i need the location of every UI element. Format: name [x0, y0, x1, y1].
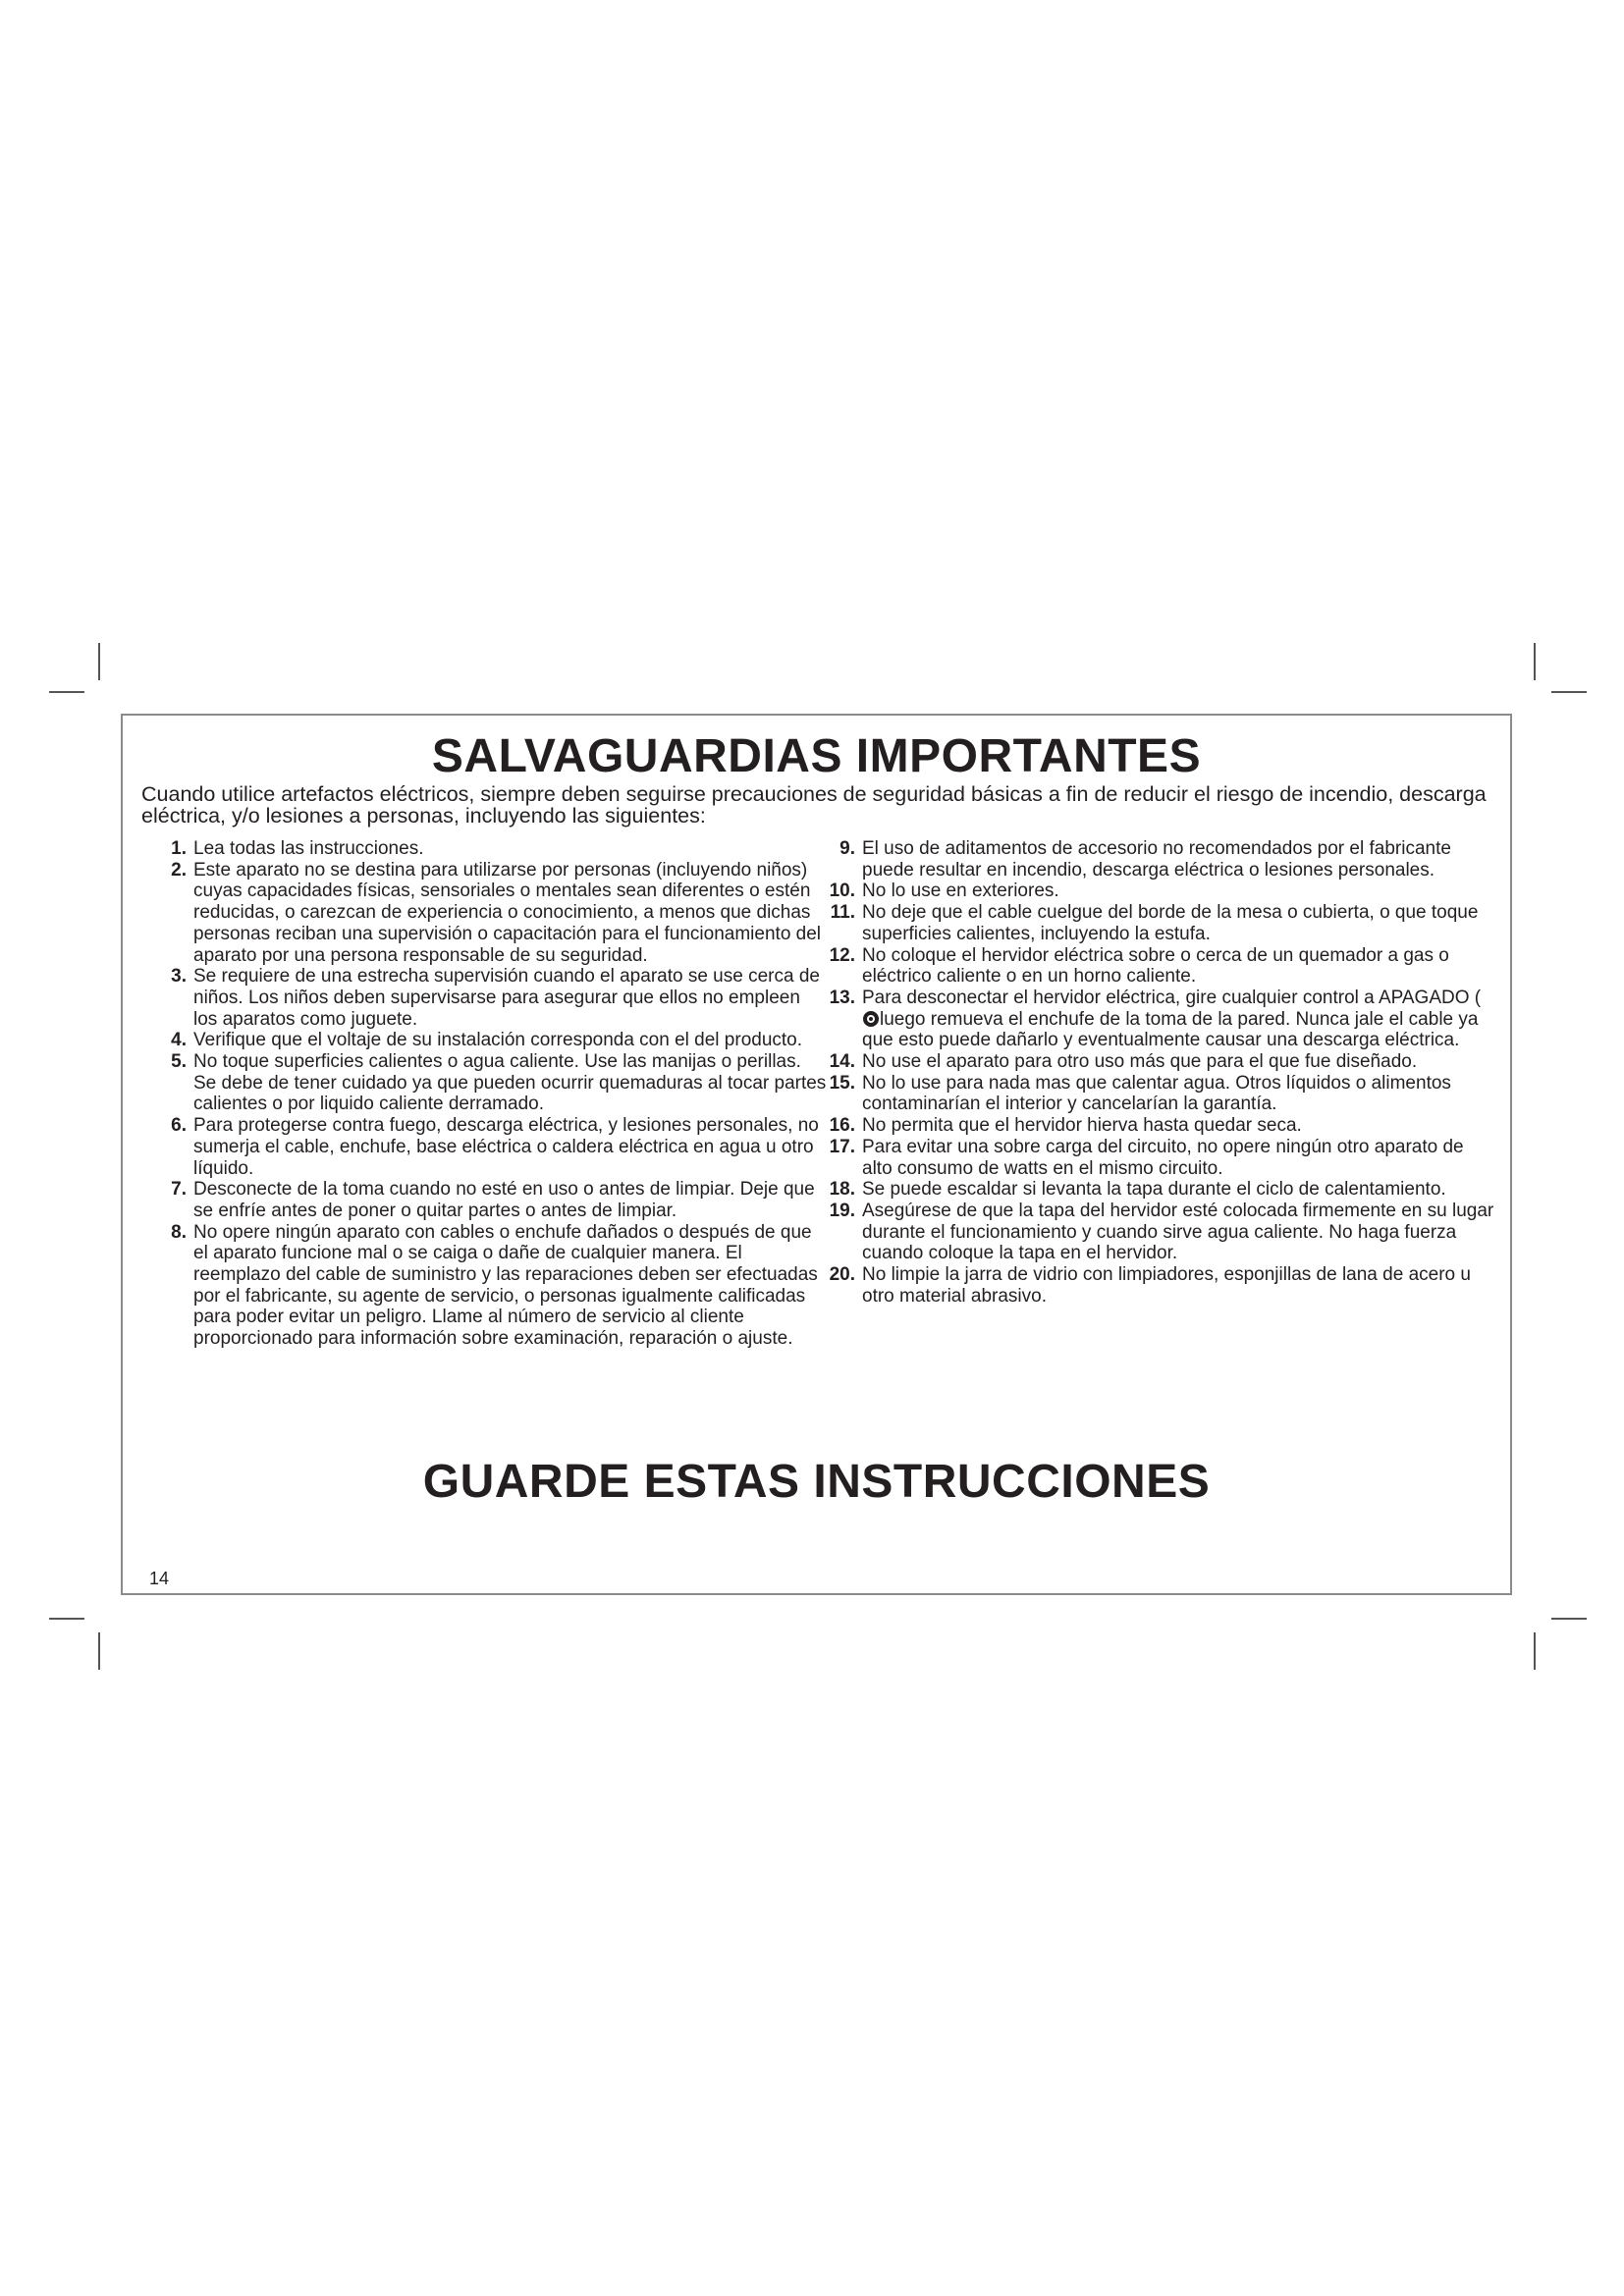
item-number: 12.: [829, 944, 855, 966]
list-item: [141, 966, 829, 1030]
item-number: 8.: [171, 1221, 187, 1243]
list-item: [141, 860, 829, 967]
list-item: [810, 1264, 1497, 1307]
item-number: 2.: [171, 859, 187, 881]
list-item: [141, 838, 829, 860]
crop-mark-bottom-right-v: [1534, 1632, 1536, 1670]
item-text: No permita que el hervidor hierva hasta quedar seca.: [862, 1115, 1302, 1137]
page-title: SALVAGUARDIAS IMPORTANTES: [431, 730, 1202, 782]
list-item: [810, 1179, 1497, 1201]
item-number: 5.: [171, 1051, 187, 1073]
list-item: [810, 988, 1497, 1051]
item-text: No lo use para nada mas que calentar agua. Otros líquidos o alimentos contaminarían el interior y cancelarían la garantía.: [862, 1072, 1451, 1115]
item-number: 6.: [171, 1115, 187, 1137]
item-text: No use el aparato para otro uso más que para el que fue diseñado.: [862, 1051, 1418, 1073]
list-item: [141, 1115, 829, 1179]
list-item: [810, 838, 1497, 881]
item-number: 9.: [839, 838, 855, 859]
crop-mark-top-right-v: [1534, 643, 1536, 680]
item-number: 13.: [829, 987, 855, 1008]
crop-mark-bottom-left-h: [49, 1618, 84, 1620]
item-text: No lo use en exteriores.: [862, 881, 1059, 902]
item-text-before-icon: Para desconectar el hervidor eléctrica, gire cualquier control a APAGADO (: [862, 987, 1482, 1008]
item-number: 3.: [171, 966, 187, 988]
list-item: [810, 881, 1497, 902]
item-text: No opere ningún aparato con cables o enchufe dañados o después de que el aparato funcione mal o se caiga o dañe de cualquier manera. El reemplazo del cable de suministro y las reparaciones deben ser efectuadas por el fabricante, su agente de servicio, o personas igualmente calificadas para poder evitar un peligro. Llame al número de servicio al cliente proporcionado para información sobre examinación, reparación o ajuste.: [193, 1221, 818, 1350]
item-text: Verifique que el voltaje de su instalación corresponda con el del producto.: [193, 1030, 803, 1051]
item-number: 19.: [829, 1200, 855, 1221]
item-number: 11.: [830, 902, 855, 924]
item-number: 20.: [829, 1264, 855, 1286]
item-number: 4.: [171, 1030, 187, 1051]
instructions-list-left: [141, 838, 829, 1350]
item-text: No deje que el cable cuelgue del borde de la mesa o cubierta, o que toque superficies calientes, incluyendo la estufa.: [862, 902, 1479, 944]
item-text: Lea todas las instrucciones.: [193, 838, 424, 859]
item-text: Asegúrese de que la tapa del hervidor esté colocada firmemente en su lugar durante el funcionamiento y cuando sirve agua caliente. No haga fuerza cuando coloque la tapa en el hervidor.: [862, 1200, 1494, 1264]
item-text: [862, 988, 1497, 1051]
item-number: 16.: [829, 1115, 855, 1137]
list-item: [810, 945, 1497, 988]
item-text: Para evitar una sobre carga del circuito, no opere ningún otro aparato de alto consumo de watts en el mismo circuito.: [862, 1136, 1464, 1179]
item-text: No toque superficies calientes o agua caliente. Use las manijas o perillas. Se debe de tener cuidado ya que pueden ocurrir quemaduras al tocar partes calientes o por liquido caliente derramado.: [193, 1051, 827, 1115]
item-number: 17.: [829, 1136, 855, 1157]
list-item: [810, 1201, 1497, 1264]
list-item: [810, 1137, 1497, 1179]
item-number: 1.: [171, 838, 187, 859]
crop-mark-top-left-v: [98, 643, 100, 680]
crop-mark-bottom-right-h: [1551, 1618, 1587, 1620]
list-item: [810, 902, 1497, 944]
item-number: 7.: [171, 1179, 187, 1201]
item-text: Este aparato no se destina para utilizarse por personas (incluyendo niños) cuyas capacidades físicas, sensoriales o mentales sean diferentes o estén reducidas, o carezcan de experiencia o conocimiento, a menos que dichas personas reciban una supervisión o capacitación para el funcionamiento del aparato por una persona responsable de su seguridad.: [193, 859, 822, 966]
item-text: Desconecte de la toma cuando no esté en uso o antes de limpiar. Deje que se enfríe antes de poner o quitar partes o antes de limpiar.: [193, 1179, 815, 1221]
item-text: No coloque el hervidor eléctrica sobre o cerca de un quemador a gas o eléctrico caliente o en un horno caliente.: [862, 944, 1449, 988]
page-number: 14: [149, 1569, 170, 1588]
list-item: [810, 1073, 1497, 1115]
safeguards-panel: [121, 714, 1512, 1595]
list-item: [141, 1030, 829, 1051]
item-text-after-icon: luego remueva el enchufe de la toma de la pared. Nunca jale el cable ya que esto puede dañarlo y eventualmente causar una descarga eléctrica.: [862, 1008, 1479, 1051]
item-text: El uso de aditamentos de accesorio no recomendados por el fabricante puede resultar en incendio, descarga eléctrica o lesiones personales.: [862, 838, 1451, 881]
item-number: 18.: [829, 1179, 855, 1201]
item-text: Para protegerse contra fuego, descarga eléctrica, y lesiones personales, no sumerja el cable, enchufe, base eléctrica o caldera eléctrica en agua u otro líquido.: [193, 1115, 819, 1179]
list-item: [141, 1051, 829, 1115]
item-number: 15.: [829, 1072, 855, 1094]
intro-paragraph: Cuando utilice artefactos eléctricos, siempre deben seguirse precauciones de seguridad básicas a fin de reducir el riesgo de incendio, descarga eléctrica, y/o lesiones a personas, incluyendo las siguientes:: [141, 782, 1487, 828]
item-number: 10.: [829, 881, 855, 902]
power-icon: [863, 1011, 879, 1027]
crop-mark-top-right-h: [1551, 691, 1587, 693]
instructions-list-right: [810, 838, 1497, 1307]
crop-mark-top-left-h: [49, 691, 84, 693]
list-item: [141, 1222, 829, 1350]
item-number: 14.: [829, 1051, 855, 1073]
item-text: Se requiere de una estrecha supervisión cuando el aparato se use cerca de niños. Los niños deben supervisarse para asegurar que ellos no empleen los aparatos como juguete.: [193, 966, 820, 1030]
crop-mark-bottom-left-v: [98, 1632, 100, 1670]
item-text: No limpie la jarra de vidrio con limpiadores, esponjillas de lana de acero u otro material abrasivo.: [862, 1264, 1471, 1307]
list-item: [141, 1179, 829, 1221]
item-text: Se puede escaldar si levanta la tapa durante el ciclo de calentamiento.: [862, 1179, 1446, 1201]
list-item: [810, 1051, 1497, 1073]
list-item: [810, 1115, 1497, 1137]
footer-title: GUARDE ESTAS INSTRUCCIONES: [422, 1456, 1211, 1508]
